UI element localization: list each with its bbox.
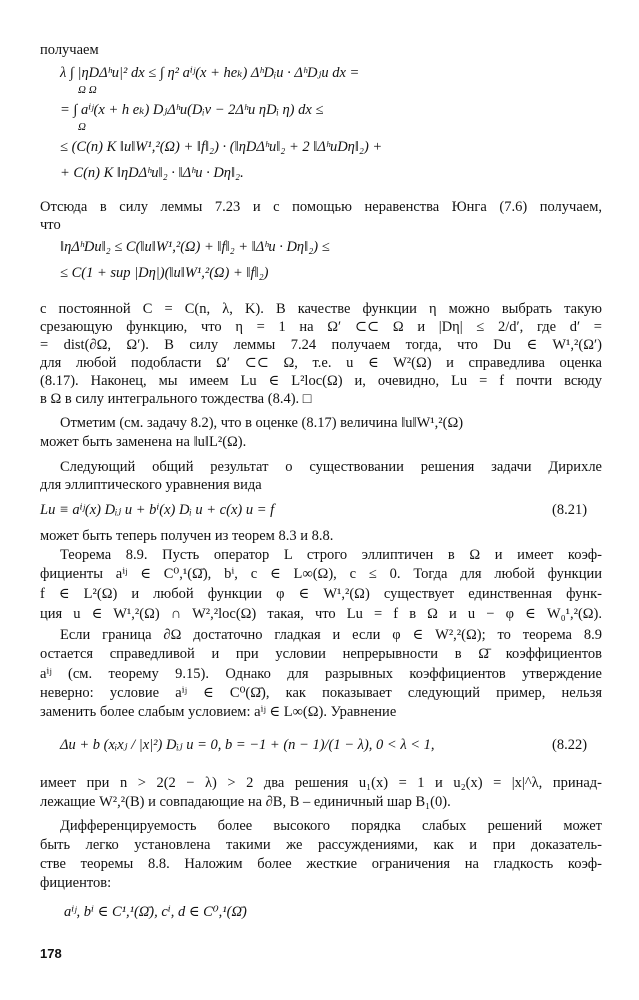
formula-subscript: Ω Ω: [78, 84, 97, 96]
text-line: остается справедливой и при условии непрерывности в Ω̄ коэффициентов: [40, 646, 602, 662]
text-line: может быть теперь получен из теорем 8.3 и 8.8.: [40, 528, 334, 544]
text-line: в Ω в силу интегрального тождества (8.4). □: [40, 391, 312, 407]
text-line: имеет при n > 2(2 − λ) > 2 два решения u₁(x) = 1 и u₂(x) = |x|^λ, принад-: [40, 775, 602, 791]
formula-line: ≤ C(1 + sup |Dη|)(‖u‖W¹,²(Ω) + ‖f‖₂): [60, 265, 269, 281]
text-line: Дифференцируемость более высокого порядка слабых решений может: [60, 818, 602, 834]
text-line: = dist(∂Ω, Ω′). В силу леммы 7.24 получаем тогда, что Du ∈ W¹,²(Ω′): [40, 337, 602, 353]
text-line: срезающую функцию, что η = 1 на Ω′ ⊂⊂ Ω и |Dη| ≤ 2/d′, где d′ =: [40, 319, 602, 335]
text-line: Отметим (см. задачу 8.2), что в оценке (8.17) величина ‖u‖W¹,²(Ω): [60, 415, 464, 431]
formula-line: λ ∫ |ηDΔʰu|² dx ≤ ∫ η² aⁱʲ(x + heₖ) ΔʰDᵢu · ΔʰDⱼu dx =: [60, 65, 360, 81]
text-line: быть легко установлена такими же рассуждениями, как и при доказатель-: [40, 837, 602, 853]
page-number: 178: [40, 946, 62, 961]
text-line: фициентов:: [40, 875, 112, 891]
equation-number: (8.21): [552, 502, 588, 518]
text-line: для любой подобласти Ω′ ⊂⊂ Ω, т.е. u ∈ W²(Ω) и справедлива оценка: [40, 355, 602, 371]
equation-8-22: Δu + b (xᵢxⱼ / |x|²) Dᵢⱼ u = 0, b = −1 + (n − 1)/(1 − λ), 0 < λ < 1,: [60, 737, 435, 753]
formula-subscript: Ω: [78, 121, 86, 133]
theorem-line: f ∈ L²(Ω) и любой функции φ ∈ W¹,²(Ω) существует единственная функ-: [40, 586, 602, 602]
text-line: заменить более слабым условием: aⁱʲ ∈ L∞(Ω). Уравнение: [40, 704, 397, 720]
formula-line: + C(n) K ‖ηDΔʰu‖₂ · ‖Δʰu · Dη‖₂.: [60, 165, 244, 181]
theorem-line: ция u ∈ W¹,²(Ω) ∩ W²,²loc(Ω) такая, что Lu = f в Ω и u − φ ∈ W₀¹,²(Ω).: [40, 606, 602, 622]
text-line: Отсюда в силу леммы 7.23 и с помощью неравенства Юнга (7.6) получаем,: [40, 199, 602, 215]
text-line: aⁱʲ (см. теорему 9.15). Однако для разрывных коэффициентов утверждение: [40, 666, 602, 682]
text-line: может быть заменена на ‖u‖L²(Ω).: [40, 434, 247, 450]
theorem-line: фициенты aⁱʲ ∈ C⁰,¹(Ω̄), bⁱ, c ∈ L∞(Ω), c ≤ 0. Тогда для любой функции: [40, 566, 602, 582]
equation-8-21: Lu ≡ aⁱʲ(x) Dᵢⱼ u + bⁱ(x) Dᵢ u + c(x) u = f: [40, 502, 275, 518]
text-line: (8.17). Наконец, мы имеем Lu ∈ L²loc(Ω) и, очевидно, Lu = f почти всюду: [40, 373, 602, 389]
text-line: стве теоремы 8.8. Наложим более жесткие ограничения на гладкость коэф-: [40, 856, 602, 872]
theorem-line: Теорема 8.9. Пусть оператор L строго эллиптичен в Ω и имеет коэф-: [60, 547, 602, 563]
text-line: что: [40, 217, 61, 233]
text-line: лежащие W²,²(B) и совпадающие на ∂B, B – единичный шар B₁(0).: [40, 794, 451, 810]
formula-line: ‖ηΔʰDu‖₂ ≤ C(‖u‖W¹,²(Ω) + ‖f‖₂ + ‖Δʰu · Dη‖₂) ≤: [60, 239, 330, 255]
formula-line: = ∫ aⁱʲ(x + h eₖ) DⱼΔʰu(Dᵢv − 2Δʰu ηDᵢ η) dx ≤: [60, 102, 324, 118]
text-line: получаем: [40, 42, 99, 58]
formula-line: aⁱʲ, bⁱ ∈ C¹,¹(Ω̄), cⁱ, d ∈ C⁰,¹(Ω̄): [64, 904, 247, 920]
text-line: для эллиптического уравнения вида: [40, 477, 262, 493]
text-line: с постоянной C = C(n, λ, K). В качестве функции η можно выбрать такую: [40, 301, 602, 317]
text-line: Если граница ∂Ω достаточно гладкая и если φ ∈ W²,²(Ω); то теорема 8.9: [60, 627, 602, 643]
formula-line: ≤ (C(n) K ‖u‖W¹,²(Ω) + ‖f‖₂) · (‖ηDΔʰu‖₂ + 2 ‖ΔʰuDη‖₂) +: [60, 139, 383, 155]
equation-number: (8.22): [552, 737, 588, 753]
text-line: Следующий общий результат о существовании решения задачи Дирихле: [60, 459, 602, 475]
text-line: неверно: условие aⁱʲ ∈ C⁰(Ω̄), как показывает следующий пример, нельзя: [40, 685, 602, 701]
